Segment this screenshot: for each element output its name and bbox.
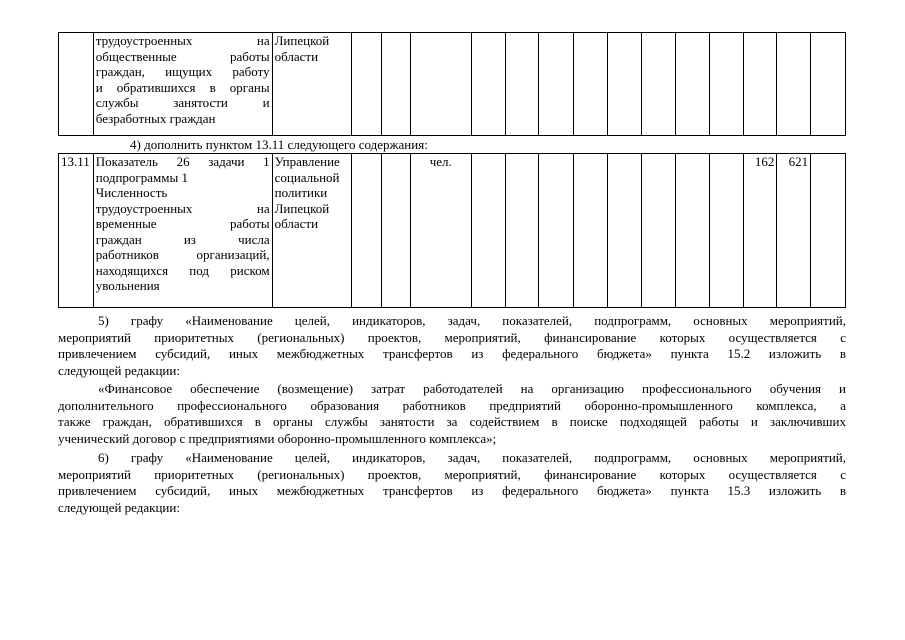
cell-empty	[505, 154, 539, 308]
cell-empty	[777, 33, 811, 136]
name-line: временные работы	[95, 216, 270, 231]
name-line: общественные работы	[95, 48, 270, 64]
cell-empty	[676, 154, 710, 308]
paragraph-line: привлечением субсидий, иных межбюджетных трансфертов из федерального бюджета» пункта 15.2 изложить в	[58, 346, 846, 361]
cell-number	[59, 33, 94, 136]
table-row	[59, 33, 846, 136]
responsible-line: области	[274, 216, 319, 231]
paragraph-line: также граждан, обратившихся в органы службы занятости за содействием в поиске подходящей работы и заключивших	[58, 414, 846, 429]
responsible-line: социальной	[274, 169, 340, 185]
cell-indicator-name	[93, 154, 272, 308]
cell-value-a: 162	[743, 154, 777, 308]
paragraph-line: 6) графу «Наименование целей, индикаторов, задач, показателей, подпрограмм, основных мероприятий,	[98, 450, 846, 465]
paragraph-line: следующей редакции:	[58, 499, 180, 515]
cell-empty	[709, 154, 743, 308]
name-line: увольнения	[95, 278, 160, 293]
cell-empty	[505, 33, 539, 136]
cell-value-b: 621	[777, 154, 811, 308]
name-line: Показатель 26 задачи 1	[95, 154, 270, 169]
cell-empty	[471, 154, 505, 308]
cell-empty	[709, 33, 743, 136]
paragraph-line: следующей редакции:	[58, 362, 180, 378]
cell-empty	[410, 33, 471, 136]
cell-number: 13.11	[59, 154, 94, 308]
name-line: безработных граждан	[95, 110, 216, 126]
responsible-line: Управление	[274, 154, 340, 169]
cell-empty	[676, 33, 710, 136]
cell-empty	[811, 33, 846, 136]
name-line: подпрограммы 1	[95, 169, 188, 185]
cell-empty	[743, 33, 777, 136]
cell-empty	[539, 33, 574, 136]
cell-responsible	[272, 33, 352, 136]
paragraph-line: мероприятий приоритетных (региональных) проектов, мероприятий, финансирование которых осуществляется с	[58, 329, 846, 345]
paragraph-line: 5) графу «Наименование целей, индикаторов, задач, показателей, подпрограмм, основных мероприятий,	[98, 313, 846, 328]
paragraph-line: дополнительного профессионального образования работников предприятий оборонно-промышленного комплекса, а	[58, 397, 846, 413]
paragraph-line: «Финансовое обеспечение (возмещение) затрат работодателей на организацию профессионального обучения и	[98, 381, 846, 396]
cell-empty	[574, 154, 608, 308]
name-line: Численность	[95, 185, 168, 200]
cell-empty	[811, 154, 846, 308]
name-line: граждан из числа	[95, 231, 270, 247]
responsible-line: Липецкой	[274, 200, 330, 216]
cell-unit: чел.	[410, 154, 471, 308]
cell-empty	[381, 154, 410, 308]
name-line: трудоустроенных на	[95, 33, 270, 48]
cell-empty	[607, 154, 641, 308]
cell-empty	[641, 154, 676, 308]
cell-empty	[539, 154, 574, 308]
table-top	[58, 32, 846, 136]
responsible-line: политики	[274, 185, 328, 200]
cell-empty	[607, 33, 641, 136]
paragraph-5	[58, 313, 846, 379]
paragraph-6	[58, 450, 846, 516]
responsible-line: Липецкой	[274, 33, 330, 48]
cell-empty	[574, 33, 608, 136]
cell-empty	[352, 154, 382, 308]
name-line: и обратившихся в органы	[95, 79, 270, 95]
table-new-row	[58, 153, 846, 308]
cell-empty	[641, 33, 676, 136]
name-line: трудоустроенных на	[95, 200, 270, 216]
name-line: работников организаций,	[95, 247, 270, 262]
cell-responsible	[272, 154, 352, 308]
responsible-line: области	[274, 48, 319, 64]
paragraph-line: привлечением субсидий, иных межбюджетных трансфертов из федерального бюджета» пункта 15.3 изложить в	[58, 483, 846, 498]
cell-empty	[381, 33, 410, 136]
cell-empty	[352, 33, 382, 136]
table-row	[59, 154, 846, 308]
name-line: граждан, ищущих работу	[95, 64, 270, 79]
paragraph-line: мероприятий приоритетных (региональных) проектов, мероприятий, финансирование которых осуществляется с	[58, 466, 846, 482]
cell-empty	[471, 33, 505, 136]
name-line: находящихся под риском	[95, 262, 270, 278]
paragraph-line: ученический договор с предприятиями оборонно-промышленного комплекса»;	[58, 430, 497, 446]
cell-indicator-name	[93, 33, 272, 136]
quote-15-2	[58, 381, 846, 447]
name-line: службы занятости и	[95, 95, 270, 110]
intro-item-4: 4) дополнить пунктом 13.11 следующего содержания:	[130, 137, 428, 152]
